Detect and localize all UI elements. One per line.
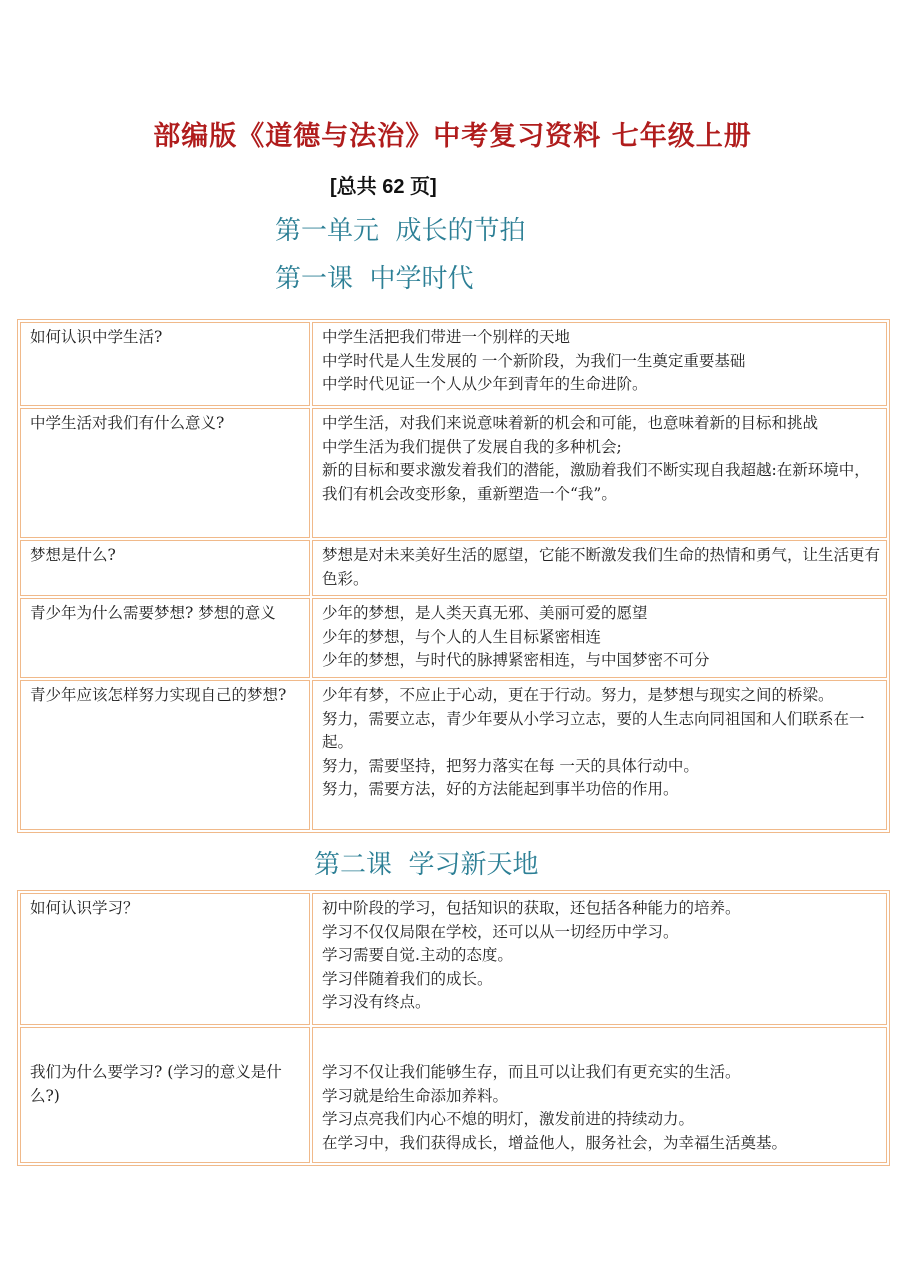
answer-cell — [312, 1027, 887, 1163]
answer-cell — [312, 598, 887, 678]
answer-line: 学习不仅仅局限在学校，还可以从一切经历中学习。 — [322, 922, 679, 941]
table-row — [20, 1027, 887, 1163]
question-cell — [20, 408, 310, 538]
question-cell — [20, 322, 310, 406]
answer-line: 梦想是对未来美好生活的愿望，它能不断激发我们生命的热情和勇气，让生活更有色彩。 — [322, 546, 881, 588]
question-text: 如何认识中学生活? — [30, 328, 163, 346]
answer-line: 中学生活为我们提供了发展自我的多种机会; — [322, 437, 622, 456]
answer-cell — [312, 680, 887, 830]
answer-line: 学习就是给生命添加养料。 — [322, 1086, 509, 1105]
answer-line: 中学生活，对我们来说意味着新的机会和可能，也意味着新的目标和挑战 — [322, 414, 819, 432]
answer-line: 学习点亮我们内心不熄的明灯，激发前进的持续动力。 — [322, 1110, 695, 1128]
answer-line: 努力，需要方法，好的方法能起到事半功倍的作用。 — [322, 780, 679, 798]
question-text: 青少年应该怎样努力实现自己的梦想? — [30, 686, 287, 704]
answer-line: 初中阶段的学习，包括知识的获取，还包括各种能力的培养。 — [322, 899, 741, 917]
question-text: 梦想是什么? — [30, 546, 116, 564]
answer-line: 中学时代是人生发展的 一个新阶段，为我们一生奠定重要基础 — [322, 351, 746, 370]
lesson2-heading: 第二课 学习新天地 — [314, 850, 539, 880]
question-cell — [20, 893, 310, 1025]
answer-line: 学习伴随着我们的成长。 — [322, 969, 493, 988]
answer-cell — [312, 893, 887, 1025]
lesson1-qa-table — [17, 319, 890, 833]
unit-heading: 第一单元 成长的节拍 — [275, 216, 526, 246]
answer-line: 少年的梦想，是人类天真无邪、美丽可爱的愿望 — [322, 604, 648, 622]
table-row — [20, 540, 887, 596]
answer-cell — [312, 408, 887, 538]
answer-line: 少年有梦，不应止于心动，更在于行动。努力，是梦想与现实之间的桥梁。 — [322, 686, 834, 704]
answer-cell — [312, 322, 887, 406]
question-text: 中学生活对我们有什么意义? — [30, 414, 225, 432]
answer-line: 努力，需要坚持，把努力落实在每 一天的具体行动中。 — [322, 756, 699, 775]
question-cell — [20, 598, 310, 678]
answer-line: 学习需要自觉.主动的态度。 — [322, 946, 513, 964]
question-cell — [20, 1027, 310, 1163]
lesson1-heading: 第一课 中学时代 — [275, 264, 474, 294]
document-title: 部编版《道德与法治》中考复习资料 七年级上册 — [153, 121, 752, 152]
answer-line: 中学时代见证一个人从少年到青年的生命进阶。 — [322, 375, 648, 393]
table-row — [20, 408, 887, 538]
table-row — [20, 322, 887, 406]
answer-line: 少年的梦想，与个人的人生目标紧密相连 — [322, 627, 602, 646]
answer-line: 学习不仅让我们能够生存，而且可以让我们有更充实的生活。 — [322, 1063, 741, 1081]
table-row — [20, 680, 887, 830]
lesson2-qa-table — [17, 890, 890, 1166]
table-row — [20, 598, 887, 678]
question-text: 青少年为什么需要梦想? 梦想的意义 — [30, 604, 276, 622]
answer-line: 努力，需要立志，青少年要从小学习立志，要的人生志向同祖国和人们联系在一起。 — [322, 709, 865, 751]
answer-line: 新的目标和要求激发着我们的潜能，激励着我们不断实现自我超越:在新环境中，我们有机会改变形象，重新塑造一个“我”。 — [322, 461, 870, 503]
answer-line: 少年的梦想，与时代的脉搏紧密相连，与中国梦密不可分 — [322, 651, 710, 669]
question-text: 我们为什么要学习? (学习的意义是什么?) — [30, 1063, 282, 1105]
question-cell — [20, 680, 310, 830]
question-text: 如何认识学习？ — [30, 899, 139, 917]
question-cell — [20, 540, 310, 596]
page-count: [总共 62 页] — [330, 176, 437, 198]
answer-cell — [312, 540, 887, 596]
answer-line: 中学生活把我们带进一个别样的天地 — [322, 328, 571, 346]
table-row — [20, 893, 887, 1025]
answer-line: 学习没有终点。 — [322, 993, 431, 1011]
answer-line: 在学习中，我们获得成长，增益他人，服务社会，为幸福生活奠基。 — [322, 1133, 788, 1152]
